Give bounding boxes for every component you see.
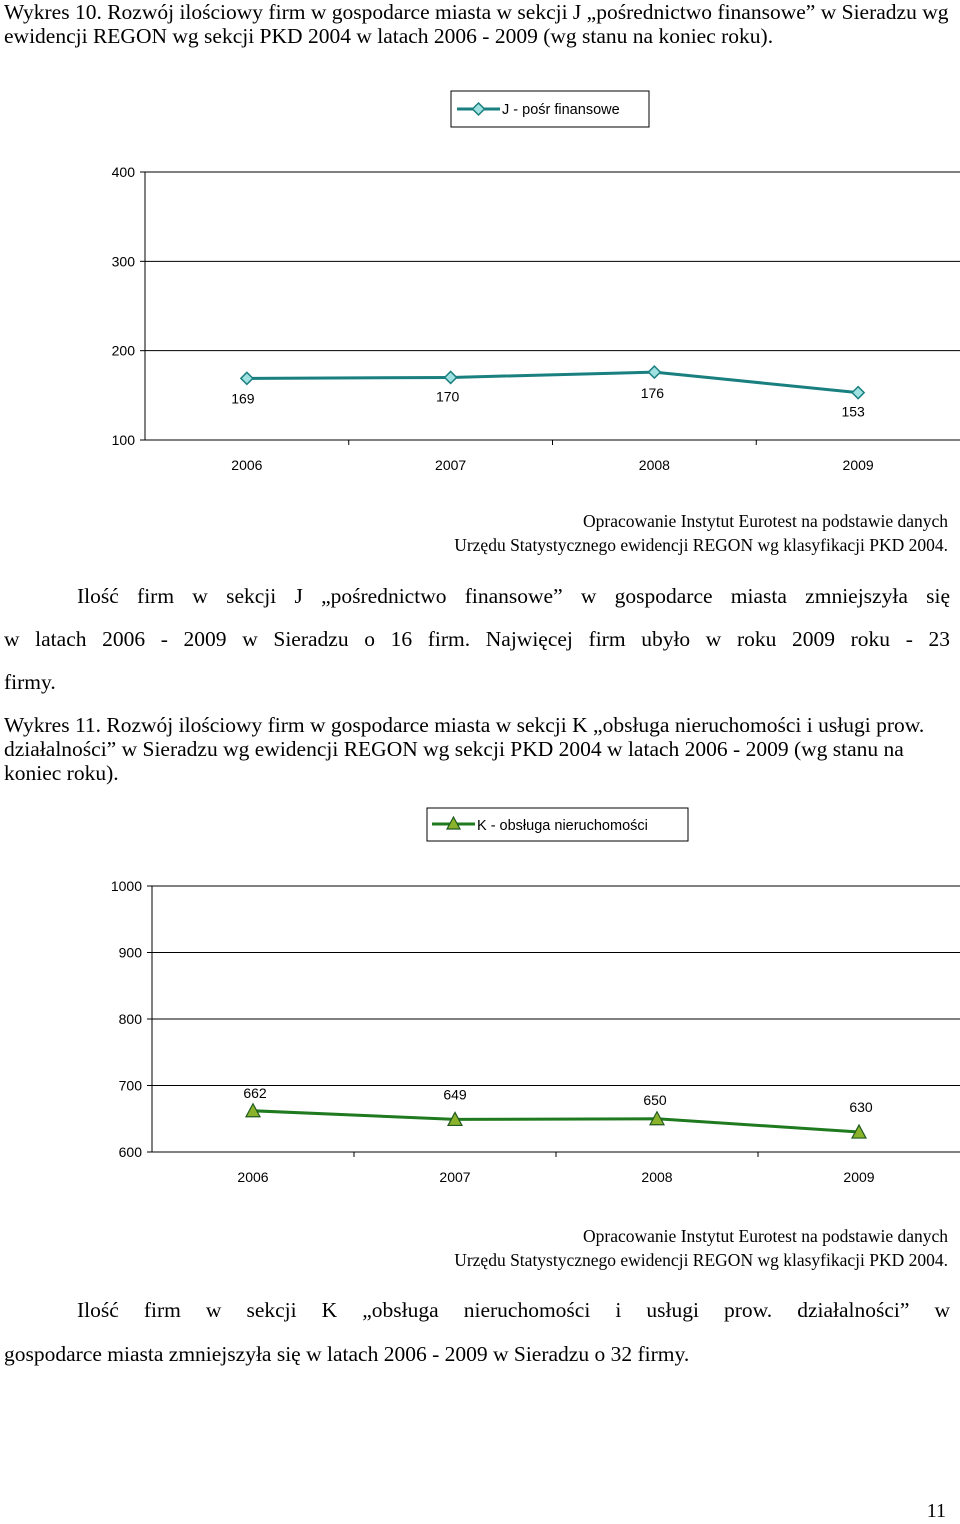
c1-point	[241, 372, 253, 384]
chart2-caption: Wykres 11. Rozwój ilościowy firm w gospodarce miasta w sekcji K „obsługa nieruchomości i usługi prow. działalności” w Sieradzu wg ewidencji REGON wg sekcji PKD 2004 w latach 2006 - 2009 (wg stanu na koniec roku).	[4, 713, 925, 785]
c1-point	[852, 387, 864, 399]
chart2-plot	[0, 780, 960, 1200]
chart2-legend-label: K - obsługa nieruchomości	[477, 818, 648, 834]
c2-data-label: 649	[443, 1086, 467, 1103]
c1-ytick-label: 400	[111, 164, 135, 180]
paragraph1-line2: w latach 2006 - 2009 w Sieradzu o 16 firm. Najwięcej firm ubyło w roku 2009 roku - 23	[4, 627, 950, 651]
c1-xtick-label: 2008	[638, 457, 670, 473]
c1-point	[648, 366, 660, 378]
c2-data-label: 630	[849, 1099, 873, 1116]
chart2-source-line1: Opracowanie Instytut Eurotest na podstawie danych	[583, 1226, 948, 1246]
chart2-series-line	[253, 1111, 859, 1132]
c2-ytick-label: 800	[118, 1011, 142, 1027]
c1-data-label: 153	[841, 403, 865, 420]
paragraph2-line2: gospodarce miasta zmniejszyła się w latach 2006 - 2009 w Sieradzu o 32 firmy.	[4, 1342, 690, 1366]
page-number: 11	[926, 1500, 946, 1522]
c2-xtick-label: 2009	[843, 1169, 875, 1185]
c1-xtick-label: 2006	[231, 457, 263, 473]
c2-ytick-label: 900	[118, 944, 142, 961]
c2-xtick-label: 2008	[641, 1169, 673, 1185]
c2-ytick-label: 700	[118, 1077, 142, 1094]
paragraph2-line1: Ilość firm w sekcji K „obsługa nieruchomości i usługi prow. działalności” w	[77, 1298, 950, 1322]
c2-xtick-label: 2007	[439, 1169, 471, 1185]
c2-ytick-label: 1000	[110, 878, 142, 894]
c1-data-label: 176	[640, 385, 665, 402]
chart1-plot	[0, 0, 960, 490]
c1-ytick-label: 100	[111, 432, 135, 448]
c1-ytick-label: 200	[111, 342, 135, 359]
chart1-source-line2: Urzędu Statystycznego ewidencji REGON wg klasyfikacji PKD 2004.	[454, 535, 948, 555]
chart1-legend-label: J - pośr finansowe	[502, 102, 620, 118]
chart1-source-line1: Opracowanie Instytut Eurotest na podstawie danych	[583, 511, 948, 531]
c2-ytick-label: 600	[118, 1144, 142, 1160]
c1-xtick-label: 2009	[842, 457, 874, 473]
c2-data-label: 650	[643, 1091, 667, 1108]
c1-xtick-label: 2007	[435, 457, 467, 473]
chart1-series-line	[247, 372, 858, 393]
c1-data-label: 169	[231, 390, 255, 407]
paragraph1-line3: firmy.	[4, 670, 56, 694]
paragraph2	[4, 1296, 950, 1368]
c1-data-label: 170	[435, 388, 460, 405]
c1-ytick-label: 300	[111, 253, 135, 270]
c2-xtick-label: 2006	[237, 1169, 269, 1185]
paragraph1-line1: Ilość firm w sekcji J „pośrednictwo finansowe” w gospodarce miasta zmniejszyła się	[77, 584, 950, 608]
paragraph1	[4, 583, 950, 695]
c2-data-label: 662	[243, 1084, 267, 1101]
chart1-caption: Wykres 10. Rozwój ilościowy firm w gospodarce miasta w sekcji J „pośrednictwo finansowe” w Sieradzu wg ewidencji REGON wg sekcji PKD 2004 w latach 2006 - 2009 (wg stanu na koniec roku).	[4, 0, 949, 48]
chart2-source-line2: Urzędu Statystycznego ewidencji REGON wg klasyfikacji PKD 2004.	[454, 1250, 948, 1270]
c1-point	[445, 371, 457, 383]
